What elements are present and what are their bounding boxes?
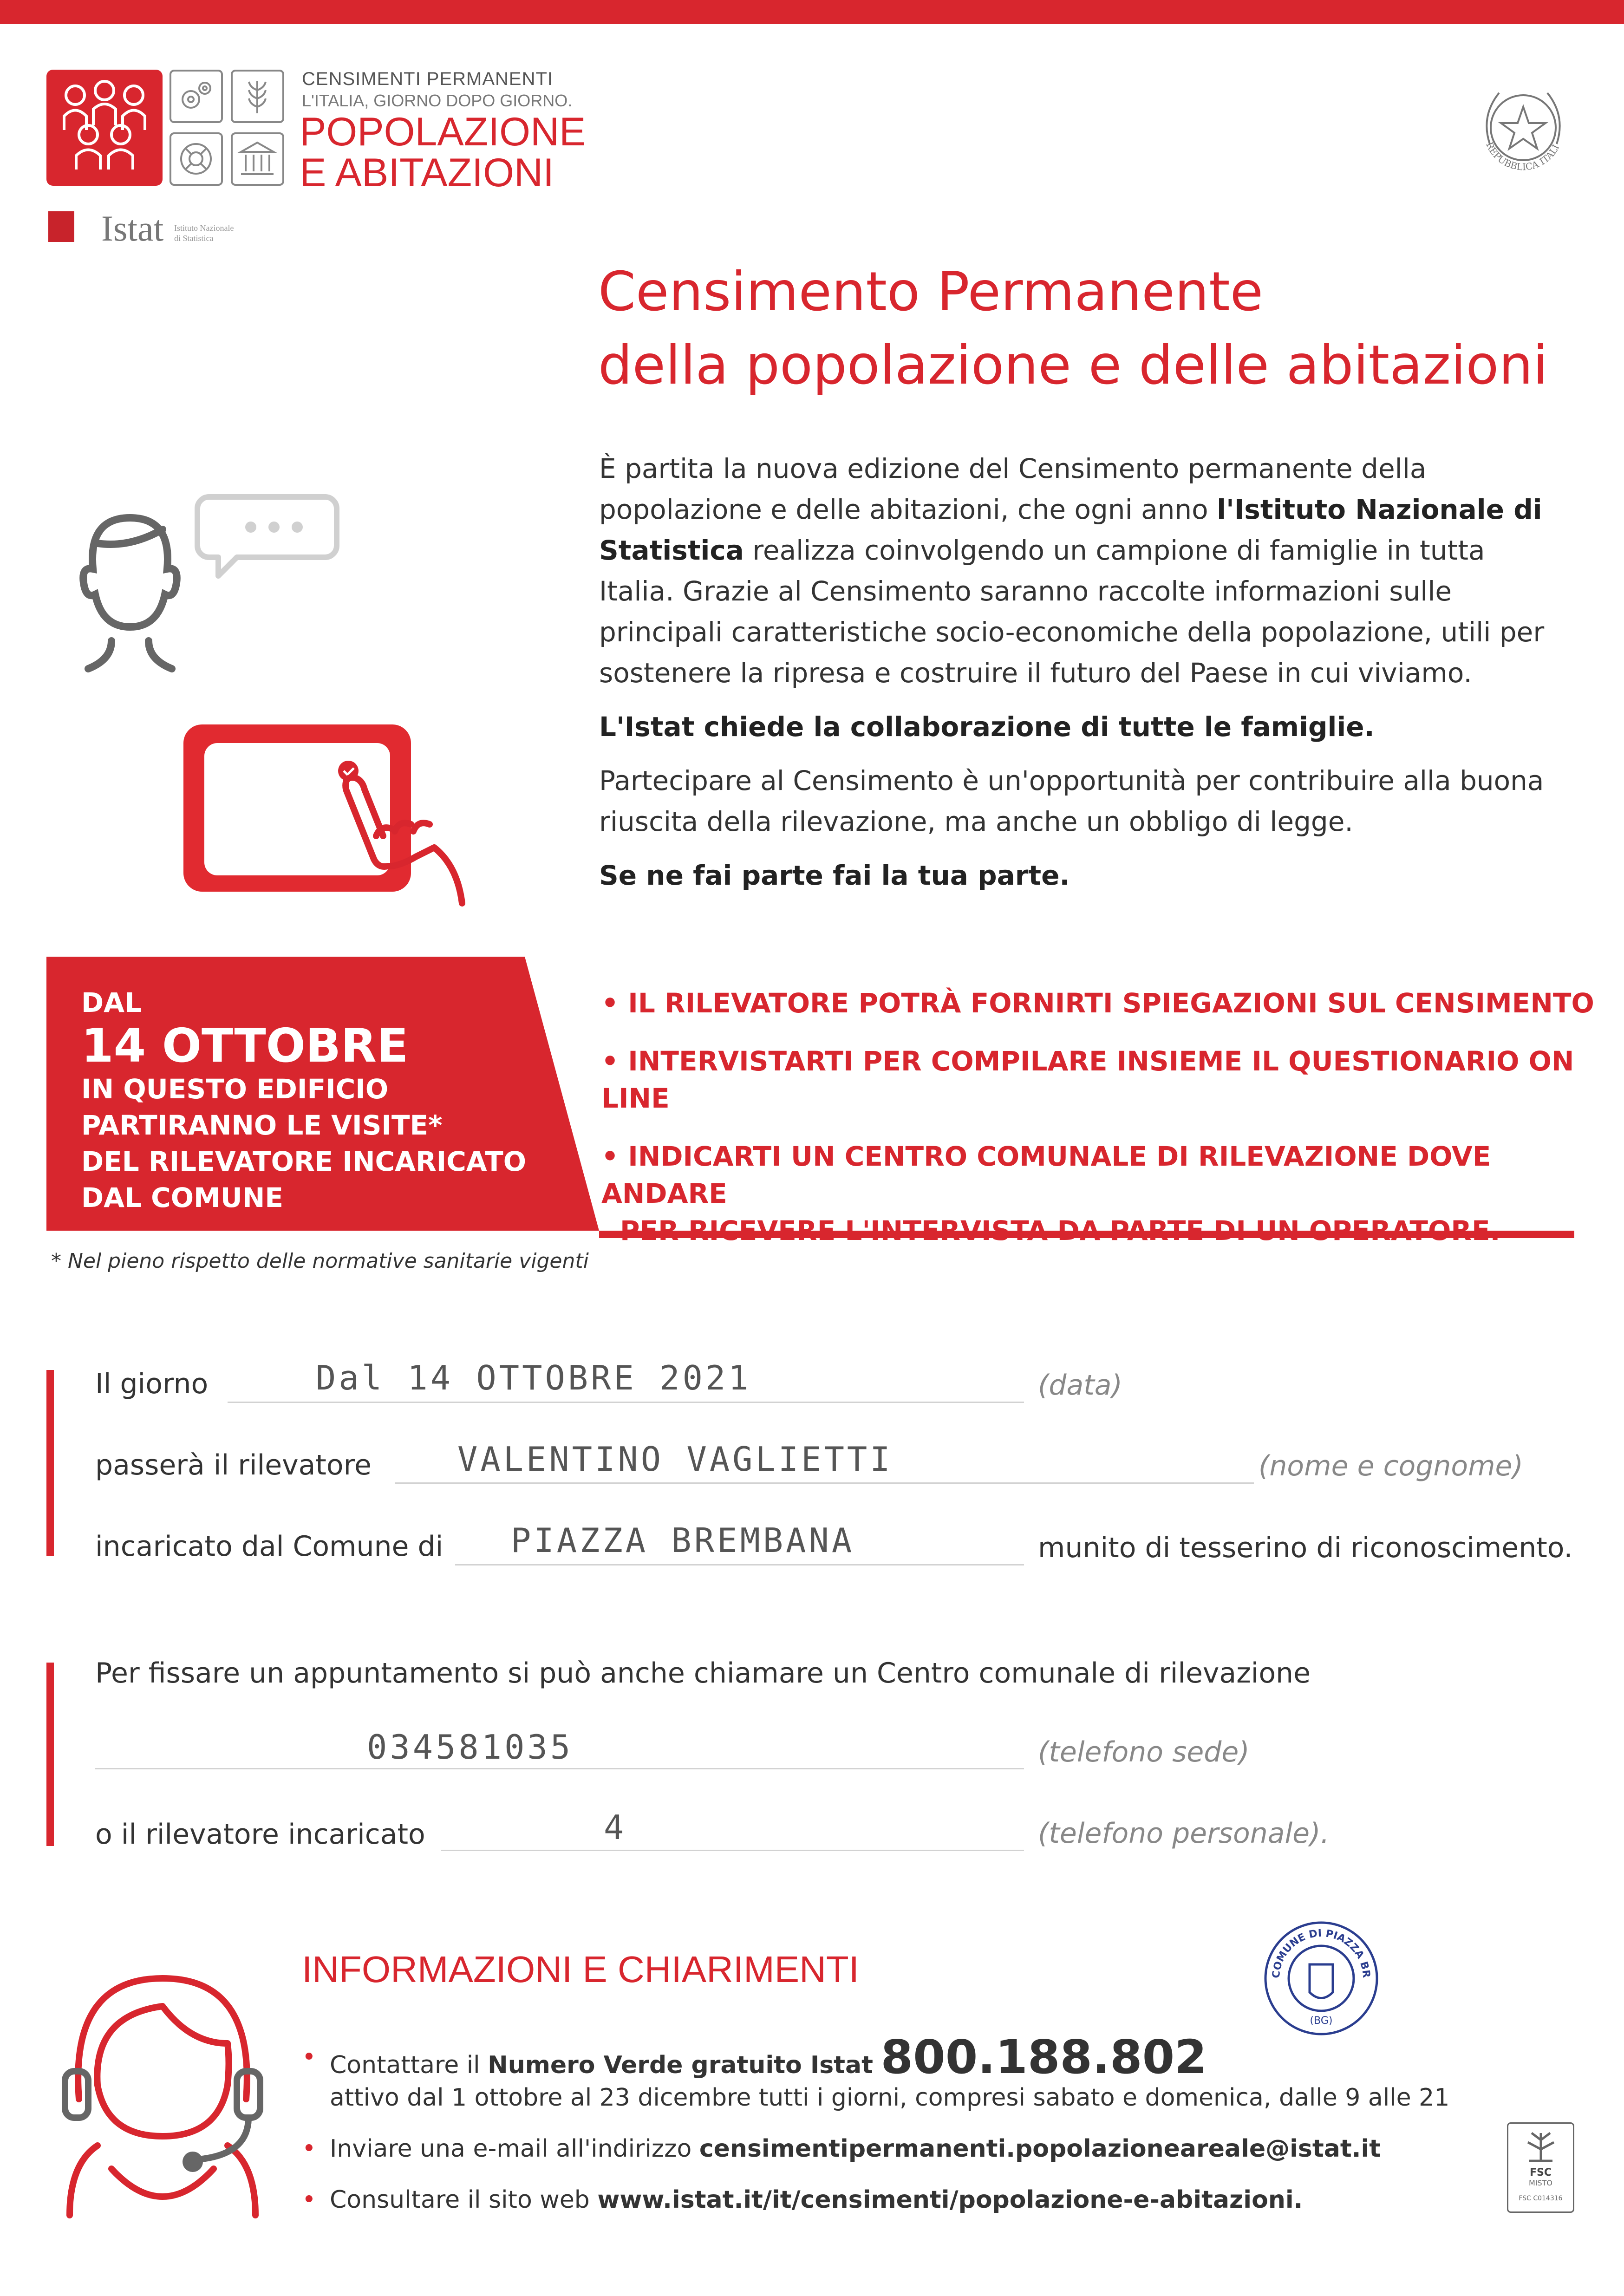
- rilevatore-field-line: [395, 1482, 1254, 1484]
- bullet-text: INDICARTI UN CENTRO COMUNALE DI RILEVAZIONE DOVE ANDARE: [601, 1141, 1491, 1209]
- comune-suffix: munito di tesserino di riconoscimento.: [1038, 1532, 1573, 1564]
- info-item1-bold: Numero Verde gratuito Istat: [488, 2051, 873, 2079]
- email-link[interactable]: censimentipermanenti.popolazioneareale@istat.it: [699, 2135, 1381, 2163]
- info-bullet: •: [302, 2135, 316, 2163]
- istat-subtitle: [174, 223, 234, 243]
- top-bar: [0, 0, 1624, 24]
- tel-pers-field-line: [441, 1850, 1024, 1851]
- rilevatore-label: passerà il rilevatore: [95, 1449, 372, 1481]
- tel-sede-hint: (telefono sede): [1038, 1736, 1250, 1768]
- banner-dal: DAL: [81, 987, 142, 1018]
- banner-line4: DAL COMUNE: [81, 1182, 284, 1213]
- info-item3-text: Consultare il sito web: [330, 2186, 598, 2214]
- banner-line1: IN QUESTO EDIFICIO: [81, 1073, 389, 1105]
- bullet-dot: •: [601, 1045, 619, 1077]
- istat-sub-line1: Istituto Nazionale: [174, 223, 234, 233]
- info-bullet: •: [302, 2043, 316, 2071]
- census-big-line2: E ABITAZIONI: [300, 150, 554, 195]
- person-speech-bubble-icon: [46, 488, 372, 720]
- fsc-sub: MISTO: [1528, 2179, 1553, 2187]
- info-item-email: [302, 2133, 1449, 2165]
- info-list: [302, 2030, 1450, 2235]
- census-small-title: CENSIMENTI PERMANENTI: [302, 69, 554, 89]
- website-link[interactable]: www.istat.it/it/censimenti/popolazione-e-abitazioni.: [597, 2186, 1303, 2214]
- intro-p4: Se ne fai parte fai la tua parte.: [599, 860, 1070, 891]
- headset-operator-icon: [46, 1946, 279, 2224]
- form-section-bar: [46, 1663, 54, 1846]
- form-section-bar: [46, 1370, 54, 1556]
- intro-p1-bold: l'Istituto Nazionale di Statistica: [599, 494, 1542, 566]
- bullet-text: IL RILEVATORE POTRÀ FORNIRTI SPIEGAZIONI SUL CENSIMENTO: [628, 987, 1594, 1019]
- bullet-dot: •: [601, 1141, 619, 1172]
- seal-text: REPUBBLICA ITALI: [1484, 140, 1562, 173]
- toll-free-number[interactable]: 800.188.802: [880, 2030, 1207, 2084]
- fsc-code: FSC C014316: [1519, 2195, 1563, 2202]
- banner-line2: PARTIRANNO LE VISITE*: [81, 1109, 443, 1141]
- census-tagline: L'ITALIA, GIORNO DOPO GIORNO.: [302, 91, 573, 110]
- comune-label: incaricato dal Comune di: [95, 1530, 444, 1563]
- rilevatore-value[interactable]: VALENTINO VAGLIETTI: [457, 1440, 893, 1479]
- bullet-text: INTERVISTARTI PER COMPILARE INSIEME IL QUESTIONARIO ON LINE: [601, 1045, 1574, 1114]
- tablet-touch-icon: [176, 715, 557, 966]
- giorno-label: Il giorno: [95, 1368, 209, 1400]
- page-title: [598, 255, 1548, 402]
- info-title: INFORMAZIONI E CHIARIMENTI: [302, 1949, 859, 1990]
- census-big-title: [300, 111, 586, 193]
- info-item-phone: [302, 2030, 1450, 2114]
- info-item1-text: Contattare il: [330, 2051, 488, 2079]
- rilevatore-hint: (nome e cognome): [1259, 1450, 1523, 1482]
- stamp-text: COMUNE DI PIAZZA BR: [1270, 1927, 1372, 1979]
- tel-pers-label: o il rilevatore incaricato: [95, 1818, 425, 1851]
- stamp-prov: (BG): [1310, 2015, 1333, 2027]
- banner-line3: DEL RILEVATORE INCARICATO: [81, 1146, 527, 1177]
- fsc-label: FSC: [1529, 2167, 1552, 2179]
- banner-underline: [599, 1231, 1574, 1238]
- census-logo-people-icon: [46, 70, 163, 186]
- intro-paragraph-4: [599, 855, 1565, 896]
- giorno-hint: (data): [1038, 1369, 1122, 1402]
- intro-paragraph-1: [599, 448, 1565, 693]
- wheat-icon: [231, 70, 284, 123]
- intro-text: [599, 448, 1565, 909]
- lifebuoy-icon: [170, 132, 223, 186]
- building-columns-icon: [231, 132, 284, 186]
- intro-p2: L'Istat chiede la collaborazione di tutte le famiglie.: [599, 711, 1375, 743]
- intro-paragraph-2: [599, 706, 1565, 747]
- fsc-logo-icon: [1507, 2122, 1574, 2213]
- giorno-value[interactable]: Dal 14 OTTOBRE 2021: [316, 1358, 751, 1397]
- info-item1-sub: attivo dal 1 ottobre al 23 dicembre tutti i giorni, compresi sabato e domenica, dalle 9 alle 21: [330, 2084, 1450, 2112]
- comune-field-line: [455, 1564, 1024, 1565]
- tel-pers-value[interactable]: 4: [604, 1808, 627, 1847]
- tel-sede-value[interactable]: 034581035: [367, 1728, 574, 1767]
- banner-date: 14 OTTOBRE: [81, 1018, 409, 1073]
- istat-wordmark: Istat: [101, 208, 164, 248]
- giorno-field-line: [228, 1402, 1024, 1403]
- intro-p1-c: realizza coinvolgendo un campione di famiglie in tutta Italia. Grazie al Censimento saranno raccolte informazioni sulle principali caratteristiche socio-economiche della popolazione, utili per sostenere la ripresa e costruire il futuro del Paese in cui viviamo.: [599, 535, 1545, 689]
- istat-logo-mark-icon: [48, 211, 74, 242]
- bullet-item: [601, 1138, 1624, 1212]
- census-big-line1: POPOLAZIONE: [300, 110, 586, 154]
- info-bullet: •: [302, 2186, 316, 2214]
- info-item2-text: Inviare una e-mail all'indirizzo: [330, 2135, 699, 2163]
- bullet-dot: •: [601, 987, 619, 1019]
- republic-seal-icon: [1467, 74, 1579, 186]
- intro-p1-a: È partita la nuova edizione del Censimento permanente della popolazione e delle abitazioni, che ogni anno: [599, 453, 1427, 525]
- title-line1: Censimento Permanente: [598, 261, 1263, 323]
- bullet-item: [601, 1043, 1624, 1117]
- visit-banner-text: [81, 985, 526, 1216]
- intro-paragraph-3: Partecipare al Censimento è un'opportunità per contribuire alla buona riuscita della rilevazione, ma anche un obbligo di legge.: [599, 765, 1544, 837]
- gears-icon: [170, 70, 223, 123]
- tel-sede-field-line: [95, 1768, 1024, 1769]
- istat-sub-line2: di Statistica: [174, 234, 214, 243]
- svg-text:COMUNE DI PIAZZA BREMBANA: [1261, 1918, 1372, 1979]
- bullet-list: [601, 985, 1624, 1270]
- tel-pers-hint: (telefono personale).: [1038, 1817, 1330, 1850]
- comune-stamp-icon: [1261, 1918, 1382, 2039]
- bullet-item: [601, 985, 1624, 1022]
- appuntamento-label: Per fissare un appuntamento si può anche chiamare un Centro comunale di rilevazione: [95, 1657, 1311, 1689]
- title-line2: della popolazione e delle abitazioni: [598, 334, 1548, 397]
- info-item-website: [302, 2184, 1449, 2216]
- footnote: * Nel pieno rispetto delle normative sanitarie vigenti: [51, 1249, 589, 1273]
- comune-value[interactable]: PIAZZA BREMBANA: [511, 1521, 855, 1560]
